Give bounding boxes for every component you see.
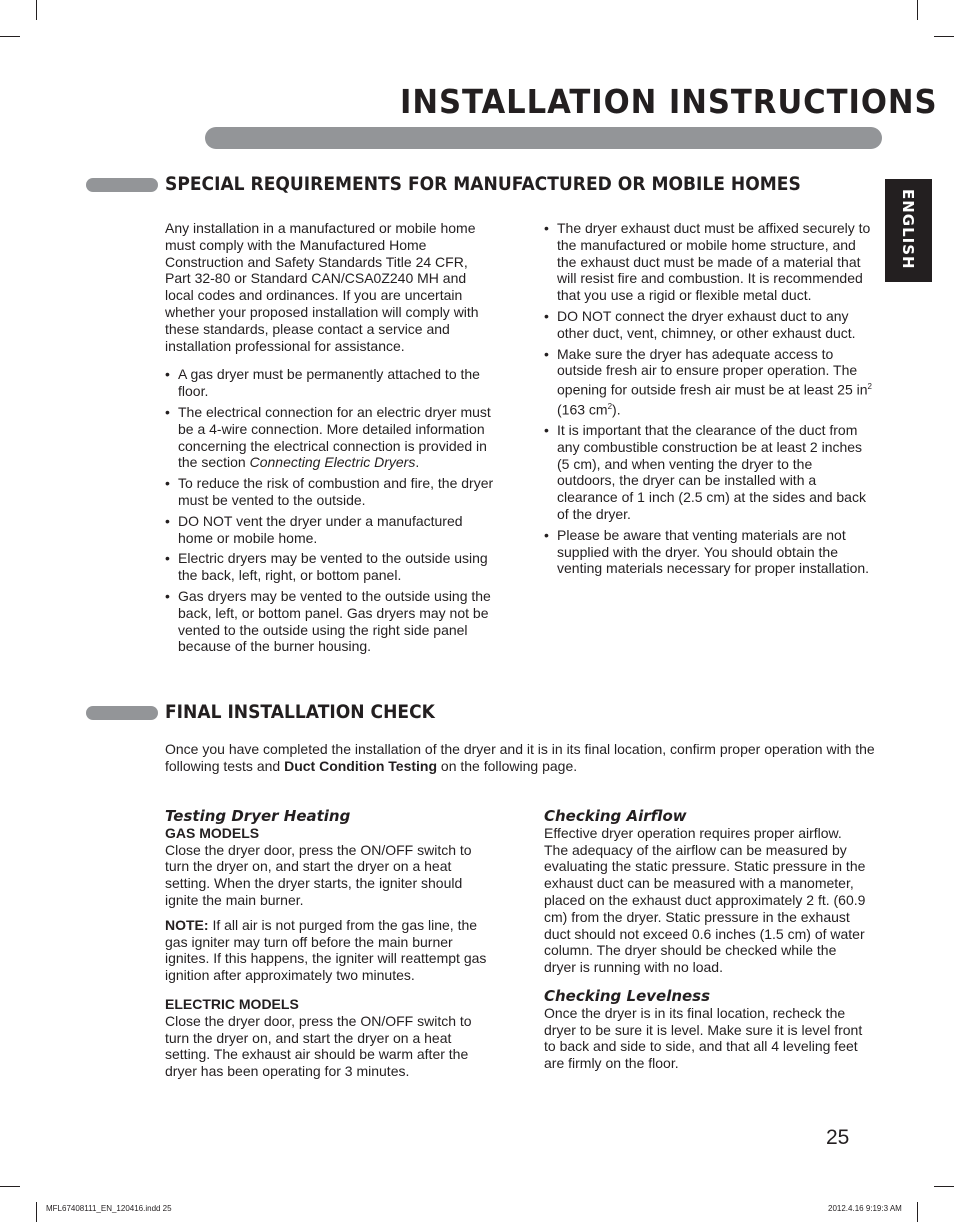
electric-models-text: Close the dryer door, press the ON/OFF switch to turn the dryer on, and start the dryer on a heat setting. The exhaust air should be warm after the dryer has been operating for 3 minutes. — [165, 1012, 472, 1080]
section2-intro: Once you have completed the installation of the dryer and it is in its final location, confirm proper operation with the following tests and Duct Condition Testing on the following page. — [165, 741, 875, 774]
list-item: • To reduce the risk of combustion and fire, the dryer must be vented to the outside. — [165, 475, 495, 509]
section1-left-list — [165, 366, 495, 655]
crop-mark — [934, 1186, 954, 1187]
subheading-testing-heating: Testing Dryer Heating — [165, 807, 351, 825]
title-bar — [205, 127, 882, 149]
gas-models-heading: GAS MODELS — [165, 824, 260, 841]
list-item: • The dryer exhaust duct must be affixed securely to the manufactured or mobile home structure, and the exhaust duct must be made of a material that will resist fire and combustion. It is recommended that you use a rigid or flexible metal duct. — [544, 220, 872, 304]
list-item: • Please be aware that venting materials are not supplied with the dryer. You should obtain the venting materials necessary for proper installation. — [544, 527, 872, 577]
list-item: • A gas dryer must be permanently attached to the floor. — [165, 366, 495, 400]
section-heading-mobile-homes: SPECIAL REQUIREMENTS FOR MANUFACTURED OR MOBILE HOMES — [165, 173, 801, 195]
list-item: • DO NOT connect the dryer exhaust duct to any other duct, vent, chimney, or other exhaust duct. — [544, 308, 872, 342]
list-item: • Gas dryers may be vented to the outside using the back, left, or bottom panel. Gas dryers may not be vented to the outside using the right side panel because of the burner housing. — [165, 588, 495, 655]
note-text: NOTE: If all air is not purged from the gas line, the gas igniter may turn off before the main burner ignites. If this happens, the igniter will reattempt gas ignition after approximately two minutes. — [165, 916, 487, 984]
subheading-checking-airflow: Checking Airflow — [544, 807, 687, 825]
subheading-checking-levelness: Checking Levelness — [544, 986, 711, 1005]
footer-file-info: MFL67408111_EN_120416.indd 25 — [46, 1204, 172, 1213]
list-item: • Make sure the dryer has adequate access to outside fresh air to ensure proper operation. The opening for outside fresh air must be at least 25 $in^2$ (163 $cm^2$). — [544, 346, 872, 419]
footer-timestamp: 2012.4.16 9:19:3 AM — [828, 1204, 902, 1213]
levelness-text: Once the dryer is in its final location, recheck the dryer to be sure it is level. Make sure it is level front to back and side to side, and that all 4 leveling feet are firmly on the floor. — [544, 1004, 863, 1072]
testing-heating-column — [165, 808, 495, 1080]
gas-models-text: Close the dryer door, press the ON/OFF switch to turn the dryer on, and start the dryer on a heat setting. When the dryer starts, the igniter should ignite the main burner. — [165, 841, 472, 908]
airflow-levelness-column — [544, 808, 868, 1072]
section-marker — [86, 706, 158, 720]
crop-mark — [36, 0, 37, 20]
airflow-text: Effective dryer operation requires proper airflow. The adequacy of the airflow can be measured by evaluating the static pressure. Static pressure in the exhaust duct can be measured with a manometer, placed on the exhaust duct approximately 2 ft. (60.9 cm) from the dryer. Static pressure in the exhaust duct should not exceed 0.6 inches (1.5 cm) of water column. The dryer should be checked while the dryer is running with no load. — [544, 824, 866, 976]
section-marker — [86, 178, 158, 192]
crop-mark — [917, 1202, 918, 1222]
language-tab-label: ENGLISH — [899, 189, 917, 270]
duct-condition-testing-reference: Duct Condition Testing — [284, 757, 438, 774]
electric-models-heading: ELECTRIC MODELS — [165, 995, 299, 1012]
section-heading-final-check: FINAL INSTALLATION CHECK — [165, 701, 435, 723]
list-item: • Electric dryers may be vented to the outside using the back, left, right, or bottom panel. — [165, 550, 495, 584]
list-item: • The electrical connection for an electric dryer must be a 4-wire connection. More detailed information concerning the electrical connection is provided in the section Connecting Electric Dryers. — [165, 404, 495, 471]
section1-intro: Any installation in a manufactured or mobile home must comply with the Manufactured Home Construction and Safety Standards Title 24 CFR, Part 32-80 or Standard CAN/CSA0Z240 MH and local codes and ordinances. If you are uncertain whether your proposed installation will comply with these standards, please contact a service and installation professional for assistance. — [165, 220, 479, 354]
section1-right-list — [544, 220, 872, 577]
page-title: INSTALLATION INSTRUCTIONS — [400, 82, 938, 121]
list-item: • It is important that the clearance of the duct from any combustible construction be at least 2 inches (5 cm), and when venting the dryer to the outdoors, the dryer can be installed with a clearance of 1 inch (2.5 cm) at the sides and back of the dryer. — [544, 422, 872, 523]
page-number: 25 — [826, 1126, 850, 1149]
list-item: • DO NOT vent the dryer under a manufactured home or mobile home. — [165, 513, 495, 547]
crop-mark — [0, 36, 20, 37]
section-reference: Connecting Electric Dryers — [249, 454, 416, 471]
crop-mark — [917, 0, 918, 20]
section1-right-column — [544, 220, 872, 581]
language-tab — [885, 179, 932, 282]
crop-mark — [934, 36, 954, 37]
crop-mark — [36, 1202, 37, 1222]
crop-mark — [0, 1186, 20, 1187]
section1-left-column — [165, 220, 495, 659]
